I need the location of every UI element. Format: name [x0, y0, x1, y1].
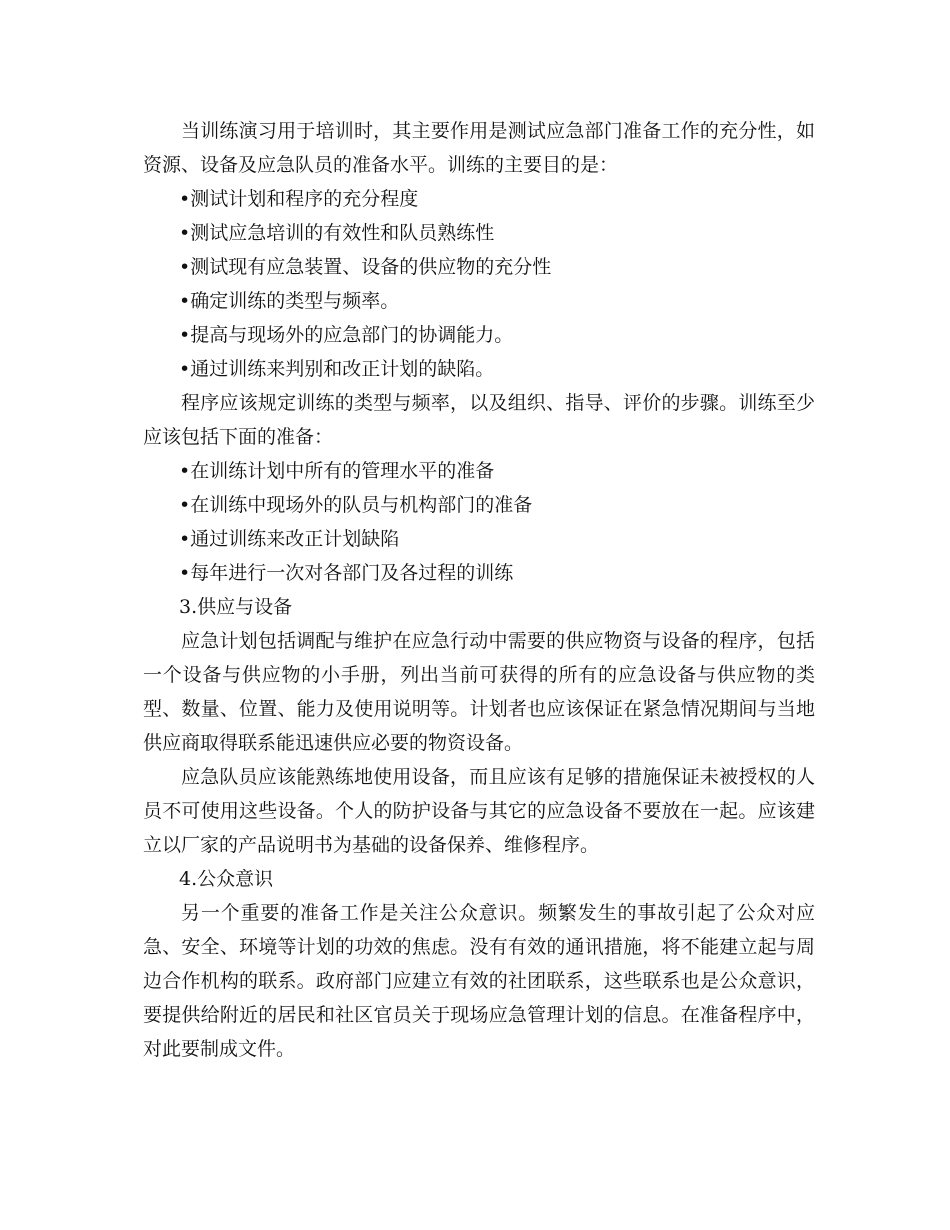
section-heading-public-awareness: 4.公众意识: [179, 868, 274, 890]
paragraph-training-procedure: 程序应该规定训练的类型与频率，以及组织、指导、评价的步骤。训练至少应该包括下面的准备：: [143, 392, 815, 448]
paragraph-equipment-use: 应急队员应该能熟练地使用设备，而且应该有足够的措施保证未被授权的人员不可使用这些设备。个人的防护设备与其它的应急设备不要放在一起。应该建立以厂家的产品说明书为基础的设备保养、维修程序。: [143, 766, 815, 856]
bullet-item: •通过训练来改正计划缺陷: [179, 528, 400, 550]
bullet-item: •每年进行一次对各部门及各过程的训练: [179, 562, 514, 584]
paragraph-public-awareness: 另一个重要的准备工作是关注公众意识。频繁发生的事故引起了公众对应急、安全、环境等计划的功效的焦虑。没有有效的通讯措施，将不能建立起与周边合作机构的联系。政府部门应建立有效的社团联系，这些联系也是公众意识，要提供给附近的居民和社区官员关于现场应急管理计划的信息。在准备程序中，对此要制成文件。: [143, 902, 815, 1060]
document-body: [143, 114, 815, 1066]
paragraph-training-purpose: 当训练演习用于培训时，其主要作用是测试应急部门准备工作的充分性，如资源、设备及应急队员的准备水平。训练的主要目的是：: [143, 120, 815, 176]
section-heading-supply-equipment: 3.供应与设备: [179, 596, 293, 618]
bullet-item: •测试计划和程序的充分程度: [179, 188, 419, 210]
bullet-item: •测试现有应急装置、设备的供应物的充分性: [179, 256, 552, 278]
bullet-item: •通过训练来判别和改正计划的缺陷。: [179, 358, 495, 380]
paragraph-supply-plan: 应急计划包括调配与维护在应急行动中需要的供应物资与设备的程序，包括一个设备与供应物的小手册，列出当前可获得的所有的应急设备与供应物的类型、数量、位置、能力及使用说明等。计划者也应该保证在紧急情况期间与当地供应商取得联系能迅速供应必要的物资设备。: [143, 630, 815, 754]
bullet-item: •测试应急培训的有效性和队员熟练性: [179, 222, 495, 244]
bullet-item: •提高与现场外的应急部门的协调能力。: [179, 324, 514, 346]
bullet-item: •在训练计划中所有的管理水平的准备: [179, 460, 495, 482]
bullet-item: •在训练中现场外的队员与机构部门的准备: [179, 494, 533, 516]
bullet-item: •确定训练的类型与频率。: [179, 290, 400, 312]
